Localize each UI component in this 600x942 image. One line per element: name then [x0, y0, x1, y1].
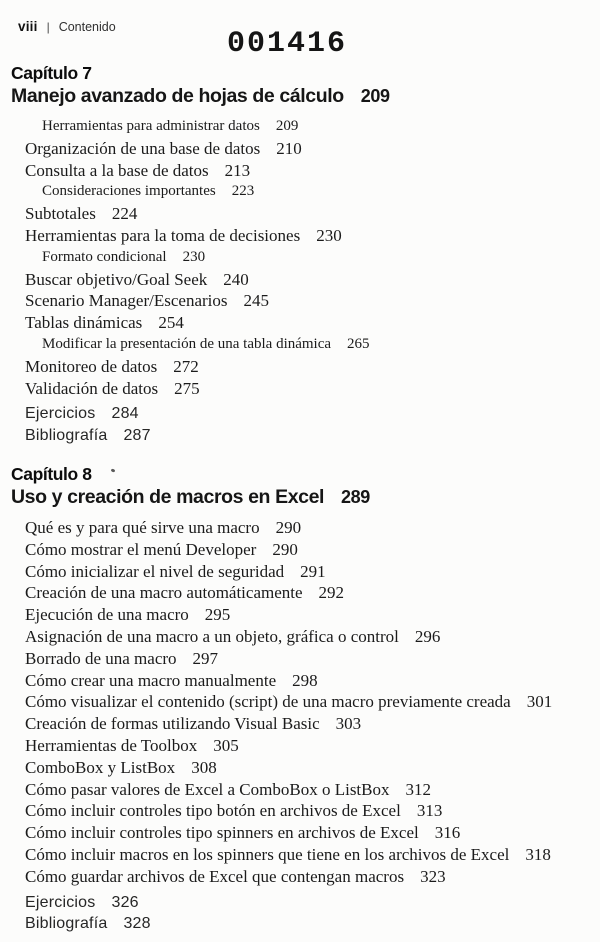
chapter-label: Capítulo 7: [11, 63, 92, 83]
toc-entry-page: 301: [526, 692, 553, 712]
toc-entry-page: 230: [182, 248, 206, 265]
toc-entry-title: Organización de una base de datos: [25, 138, 261, 158]
header-title: Contenido: [58, 20, 116, 34]
chapter-footer-entries: [11, 892, 596, 936]
toc-entry-page: 328: [123, 915, 151, 933]
toc-entry-title: Ejercicios: [25, 893, 96, 911]
toc-entry-title: Subtotales: [25, 204, 96, 224]
toc-entry-page: 284: [111, 405, 139, 423]
toc-entry-title: Validación de datos: [25, 378, 159, 398]
toc-entry-title: Cómo incluir macros en los spinners que tiene en los archivos de Excel: [25, 844, 510, 864]
toc-entry: [11, 691, 596, 713]
toc-entry-title: Consulta a la base de datos: [25, 160, 209, 180]
toc-entry: [11, 334, 596, 356]
toc-entry-title: Scenario Manager/Escenarios: [25, 291, 228, 311]
header-separator: |: [46, 20, 50, 34]
toc-entry-title: Formato condicional: [42, 248, 167, 265]
toc-entry: [11, 181, 596, 203]
toc-entry-title: Monitoreo de datos: [25, 356, 158, 376]
chapter-page-number: 289: [341, 486, 370, 507]
toc-entry-page: 272: [173, 356, 199, 376]
toc-entry: [11, 866, 596, 888]
toc-entry-page: 210: [276, 138, 302, 158]
chapter-page-number: 209: [360, 86, 390, 106]
toc-entry: [11, 800, 596, 822]
chapter-title-line: [11, 485, 596, 510]
toc-entry-page: 223: [231, 183, 255, 200]
toc-entry-page: 296: [414, 626, 441, 646]
toc-entry-title: Modificar la presentación de una tabla dinámica: [42, 335, 332, 352]
toc-entry-page: 213: [224, 160, 251, 180]
toc-entry-page: 290: [272, 539, 298, 559]
toc-entry-title: Tablas dinámicas: [25, 313, 143, 333]
toc-entry: [11, 604, 596, 626]
toc-entry: [11, 356, 596, 378]
toc-entry-page: 230: [316, 225, 342, 245]
toc-entry-title: Buscar objetivo/Goal Seek: [25, 269, 208, 289]
toc-entry-title: Herramientas de Toolbox: [25, 735, 198, 755]
toc-entry-page: 287: [123, 427, 151, 445]
toc-entry-page: 290: [275, 517, 302, 537]
toc-entry: [11, 403, 596, 425]
toc-entry: [11, 670, 596, 692]
library-stamp: 001416: [227, 27, 348, 61]
toc-entry-page: 313: [416, 801, 443, 821]
toc-entry-page: 209: [275, 118, 299, 134]
toc-entry-page: 326: [111, 893, 139, 911]
toc-entry: [11, 626, 596, 648]
chapter-footer-entries: [11, 403, 596, 447]
toc-entry: [11, 648, 596, 670]
toc-entry-title: Creación de una macro automáticamente: [25, 583, 303, 603]
toc-entry: [11, 913, 596, 935]
toc-entry-title: Consideraciones importantes: [42, 183, 216, 200]
toc-entry: [11, 290, 596, 312]
toc-entry: [11, 539, 596, 561]
toc-entry-title: Borrado de una macro: [25, 648, 177, 668]
toc-entry-page: 224: [111, 204, 138, 224]
chapter-title: Uso y creación de macros en Excel: [11, 485, 325, 508]
toc-entry: [11, 582, 596, 604]
toc-entry-page: 254: [158, 313, 184, 333]
toc-entry-title: Herramientas para administrar datos: [42, 118, 260, 134]
toc-entry-title: Qué es y para qué sirve una macro: [25, 517, 260, 537]
toc-entry-title: Creación de formas utilizando Visual Basic: [25, 714, 320, 734]
chapter-section: [11, 63, 596, 447]
toc-entry-title: Cómo incluir controles tipo botón en archivos de Excel: [25, 801, 401, 821]
chapter-section: [11, 464, 596, 935]
toc-entry-page: 245: [243, 291, 269, 311]
chapter-label: Capítulo 8: [11, 463, 92, 484]
toc-entry: [11, 312, 596, 334]
toc-entry-title: Cómo visualizar el contenido (script) de una macro previamente creada: [25, 692, 511, 712]
toc-entry-title: Cómo guardar archivos de Excel que contengan macros: [25, 866, 405, 886]
toc-entry-page: 303: [335, 714, 362, 734]
toc-entry-page: 240: [223, 269, 249, 289]
toc-entry-page: 297: [192, 648, 219, 668]
toc-entry-title: Asignación de una macro a un objeto, gráfica o control: [25, 626, 399, 646]
chapter-title-line: [11, 84, 596, 109]
toc-entry-page: 295: [204, 605, 231, 625]
toc-entry: [11, 203, 596, 225]
toc-entry: [11, 138, 596, 160]
toc-entry-page: 323: [420, 866, 446, 886]
toc-entry: [11, 713, 596, 735]
toc-entry-title: Cómo crear una macro manualmente: [25, 670, 277, 690]
toc-entry: [11, 160, 596, 182]
toc-entry: [11, 757, 596, 779]
page-folio: viii: [18, 19, 38, 34]
toc-entry-title: Cómo incluir controles tipo spinners en archivos de Excel: [25, 823, 419, 843]
toc-entry: [11, 378, 596, 400]
toc-entry: [11, 517, 596, 539]
toc-entry-title: Ejecución de una macro: [25, 605, 189, 625]
toc-entry-page: 318: [525, 844, 551, 864]
toc-entry-page: 275: [174, 378, 200, 398]
toc-entry-title: Cómo mostrar el menú Developer: [25, 539, 257, 559]
toc-entry: [11, 269, 596, 291]
toc-entry-page: 292: [318, 583, 345, 603]
toc-entry: [11, 225, 596, 247]
toc-entry: [11, 779, 596, 801]
toc-entry: [11, 844, 596, 866]
chapter-title: Manejo avanzado de hojas de cálculo: [11, 85, 344, 107]
toc-entry-title: Bibliografía: [25, 427, 108, 445]
toc-entry-title: Bibliografía: [25, 915, 108, 933]
chapter-entries: [11, 116, 596, 399]
toc-entry: [11, 425, 596, 447]
toc-chapters: [11, 63, 596, 935]
chapter-entries: [11, 517, 596, 888]
toc-entry-page: 305: [213, 735, 239, 755]
toc-entry: [11, 561, 596, 583]
toc-entry-page: 308: [191, 757, 217, 777]
toc-entry-page: 291: [300, 561, 326, 581]
toc-entry: [11, 822, 596, 844]
running-header: [18, 19, 116, 34]
toc-entry-title: Cómo inicializar el nivel de seguridad: [25, 561, 285, 581]
toc-entry-page: 312: [405, 779, 431, 799]
toc-entry-title: Herramientas para la toma de decisiones: [25, 225, 301, 245]
toc-entry: [11, 247, 596, 269]
toc-entry: [11, 116, 596, 138]
toc-entry-page: 298: [292, 670, 318, 690]
toc-entry-page: 316: [434, 823, 461, 843]
toc-entry-title: Ejercicios: [25, 405, 96, 423]
toc-entry-title: ComboBox y ListBox: [25, 757, 176, 777]
toc-entry-title: Cómo pasar valores de Excel a ComboBox o ListBox: [25, 779, 390, 799]
toc-entry: [11, 892, 596, 914]
toc-entry-page: 265: [347, 335, 370, 352]
toc-entry: [11, 735, 596, 757]
